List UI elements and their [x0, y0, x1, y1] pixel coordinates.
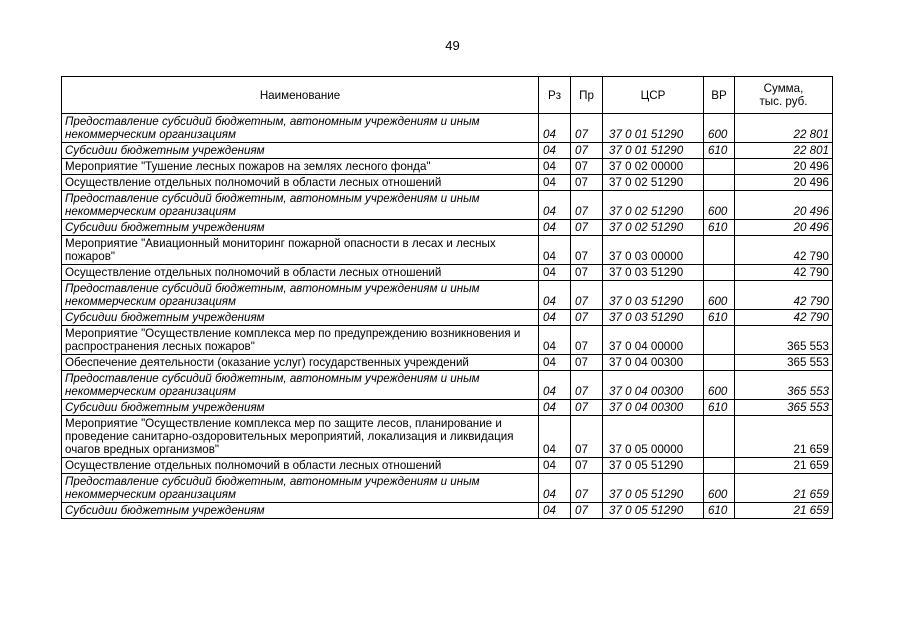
cell-rz: 04 — [539, 236, 571, 265]
cell-pr: 07 — [571, 458, 603, 474]
cell-sum: 20 496 — [735, 159, 833, 175]
cell-vr — [704, 236, 735, 265]
cell-pr: 07 — [571, 474, 603, 503]
table-row — [62, 371, 833, 400]
cell-rz: 04 — [539, 143, 571, 159]
cell-vr — [704, 416, 735, 458]
cell-pr: 07 — [571, 265, 603, 281]
cell-pr: 07 — [571, 371, 603, 400]
table-row — [62, 326, 833, 355]
cell-csr: 37 0 01 51290 — [603, 143, 704, 159]
cell-pr: 07 — [571, 355, 603, 371]
cell-pr: 07 — [571, 175, 603, 191]
cell-csr: 37 0 05 51290 — [603, 458, 704, 474]
cell-pr: 07 — [571, 159, 603, 175]
cell-pr: 07 — [571, 310, 603, 326]
cell-csr: 37 0 05 51290 — [603, 503, 704, 519]
cell-sum: 21 659 — [735, 416, 833, 458]
cell-csr: 37 0 04 00000 — [603, 326, 704, 355]
cell-vr: 610 — [704, 310, 735, 326]
cell-name: Мероприятие "Тушение лесных пожаров на землях лесного фонда" — [62, 159, 539, 175]
cell-vr: 600 — [704, 281, 735, 310]
cell-rz: 04 — [539, 400, 571, 416]
cell-csr: 37 0 04 00300 — [603, 400, 704, 416]
table-row — [62, 265, 833, 281]
cell-vr — [704, 326, 735, 355]
table-row — [62, 175, 833, 191]
cell-sum: 20 496 — [735, 220, 833, 236]
cell-vr — [704, 355, 735, 371]
cell-csr: 37 0 02 00000 — [603, 159, 704, 175]
cell-sum: 42 790 — [735, 236, 833, 265]
table-row — [62, 114, 833, 143]
cell-pr: 07 — [571, 281, 603, 310]
cell-name: Предоставление субсидий бюджетным, автономным учреждениям и иным некоммерческим организациям — [62, 114, 539, 143]
cell-vr: 600 — [704, 474, 735, 503]
cell-name: Обеспечение деятельности (оказание услуг) государственных учреждений — [62, 355, 539, 371]
cell-vr: 600 — [704, 191, 735, 220]
cell-rz: 04 — [539, 310, 571, 326]
cell-rz: 04 — [539, 458, 571, 474]
cell-csr: 37 0 01 51290 — [603, 114, 704, 143]
table-row — [62, 236, 833, 265]
cell-sum: 21 659 — [735, 458, 833, 474]
table-row — [62, 474, 833, 503]
cell-vr: 610 — [704, 220, 735, 236]
cell-csr: 37 0 03 51290 — [603, 265, 704, 281]
cell-name: Предоставление субсидий бюджетным, автономным учреждениям и иным некоммерческим организациям — [62, 281, 539, 310]
cell-vr — [704, 175, 735, 191]
cell-name: Мероприятие "Осуществление комплекса мер по защите лесов, планирование и проведение санитарно-оздоровительных мероприятий, локализация и ликвидация очагов вредных организмов" — [62, 416, 539, 458]
cell-sum: 42 790 — [735, 265, 833, 281]
cell-vr: 610 — [704, 400, 735, 416]
cell-rz: 04 — [539, 175, 571, 191]
cell-csr: 37 0 03 51290 — [603, 310, 704, 326]
header-sum-line1: Сумма, — [763, 82, 804, 95]
cell-pr: 07 — [571, 191, 603, 220]
cell-pr: 07 — [571, 236, 603, 265]
table-header-row — [62, 77, 833, 114]
header-vr: ВР — [704, 77, 735, 114]
budget-table — [61, 76, 833, 519]
cell-vr: 610 — [704, 503, 735, 519]
cell-vr — [704, 159, 735, 175]
cell-rz: 04 — [539, 220, 571, 236]
cell-csr: 37 0 02 51290 — [603, 191, 704, 220]
table-row — [62, 400, 833, 416]
cell-rz: 04 — [539, 474, 571, 503]
table-row — [62, 143, 833, 159]
cell-rz: 04 — [539, 326, 571, 355]
cell-name: Субсидии бюджетным учреждениям — [62, 310, 539, 326]
cell-csr: 37 0 05 00000 — [603, 416, 704, 458]
cell-rz: 04 — [539, 355, 571, 371]
header-sum — [735, 77, 833, 114]
cell-sum: 365 553 — [735, 371, 833, 400]
cell-sum: 365 553 — [735, 326, 833, 355]
cell-rz: 04 — [539, 503, 571, 519]
cell-name: Мероприятие "Авиационный мониторинг пожарной опасности в лесах и лесных пожаров" — [62, 236, 539, 265]
cell-name: Осуществление отдельных полномочий в области лесных отношений — [62, 458, 539, 474]
header-pr: Пр — [571, 77, 603, 114]
cell-rz: 04 — [539, 191, 571, 220]
table-row — [62, 416, 833, 458]
cell-rz: 04 — [539, 159, 571, 175]
cell-sum: 21 659 — [735, 474, 833, 503]
cell-rz: 04 — [539, 416, 571, 458]
cell-vr — [704, 265, 735, 281]
cell-sum: 20 496 — [735, 175, 833, 191]
cell-csr: 37 0 05 51290 — [603, 474, 704, 503]
table-row — [62, 355, 833, 371]
cell-rz: 04 — [539, 371, 571, 400]
cell-vr: 600 — [704, 114, 735, 143]
cell-sum: 22 801 — [735, 114, 833, 143]
cell-name: Предоставление субсидий бюджетным, автономным учреждениям и иным некоммерческим организациям — [62, 371, 539, 400]
cell-sum: 42 790 — [735, 281, 833, 310]
cell-csr: 37 0 04 00300 — [603, 355, 704, 371]
cell-name: Субсидии бюджетным учреждениям — [62, 503, 539, 519]
header-sum-line2: тыс. руб. — [759, 95, 808, 108]
cell-pr: 07 — [571, 143, 603, 159]
header-csr: ЦСР — [603, 77, 704, 114]
cell-vr — [704, 458, 735, 474]
table-row — [62, 281, 833, 310]
table-row — [62, 310, 833, 326]
cell-csr: 37 0 02 51290 — [603, 175, 704, 191]
cell-rz: 04 — [539, 265, 571, 281]
cell-sum: 21 659 — [735, 503, 833, 519]
cell-rz: 04 — [539, 281, 571, 310]
table-row — [62, 159, 833, 175]
cell-pr: 07 — [571, 503, 603, 519]
table-body — [62, 114, 833, 519]
header-rz: Рз — [539, 77, 571, 114]
cell-pr: 07 — [571, 114, 603, 143]
table-row — [62, 458, 833, 474]
cell-vr: 610 — [704, 143, 735, 159]
cell-sum: 365 553 — [735, 355, 833, 371]
cell-csr: 37 0 03 00000 — [603, 236, 704, 265]
cell-sum: 22 801 — [735, 143, 833, 159]
table-row — [62, 503, 833, 519]
cell-name: Субсидии бюджетным учреждениям — [62, 143, 539, 159]
cell-pr: 07 — [571, 400, 603, 416]
cell-sum: 20 496 — [735, 191, 833, 220]
cell-pr: 07 — [571, 416, 603, 458]
cell-rz: 04 — [539, 114, 571, 143]
cell-sum: 365 553 — [735, 400, 833, 416]
header-name: Наименование — [62, 77, 539, 114]
table-row — [62, 191, 833, 220]
table-row — [62, 220, 833, 236]
cell-name: Субсидии бюджетным учреждениям — [62, 220, 539, 236]
cell-pr: 07 — [571, 220, 603, 236]
cell-name: Предоставление субсидий бюджетным, автономным учреждениям и иным некоммерческим организациям — [62, 474, 539, 503]
cell-name: Осуществление отдельных полномочий в области лесных отношений — [62, 175, 539, 191]
cell-name: Осуществление отдельных полномочий в области лесных отношений — [62, 265, 539, 281]
cell-name: Субсидии бюджетным учреждениям — [62, 400, 539, 416]
page-number: 49 — [445, 38, 460, 53]
cell-name: Предоставление субсидий бюджетным, автономным учреждениям и иным некоммерческим организациям — [62, 191, 539, 220]
cell-csr: 37 0 04 00300 — [603, 371, 704, 400]
cell-vr: 600 — [704, 371, 735, 400]
cell-name: Мероприятие "Осуществление комплекса мер по предупреждению возникновения и распространения лесных пожаров" — [62, 326, 539, 355]
cell-csr: 37 0 02 51290 — [603, 220, 704, 236]
cell-sum: 42 790 — [735, 310, 833, 326]
cell-pr: 07 — [571, 326, 603, 355]
cell-csr: 37 0 03 51290 — [603, 281, 704, 310]
